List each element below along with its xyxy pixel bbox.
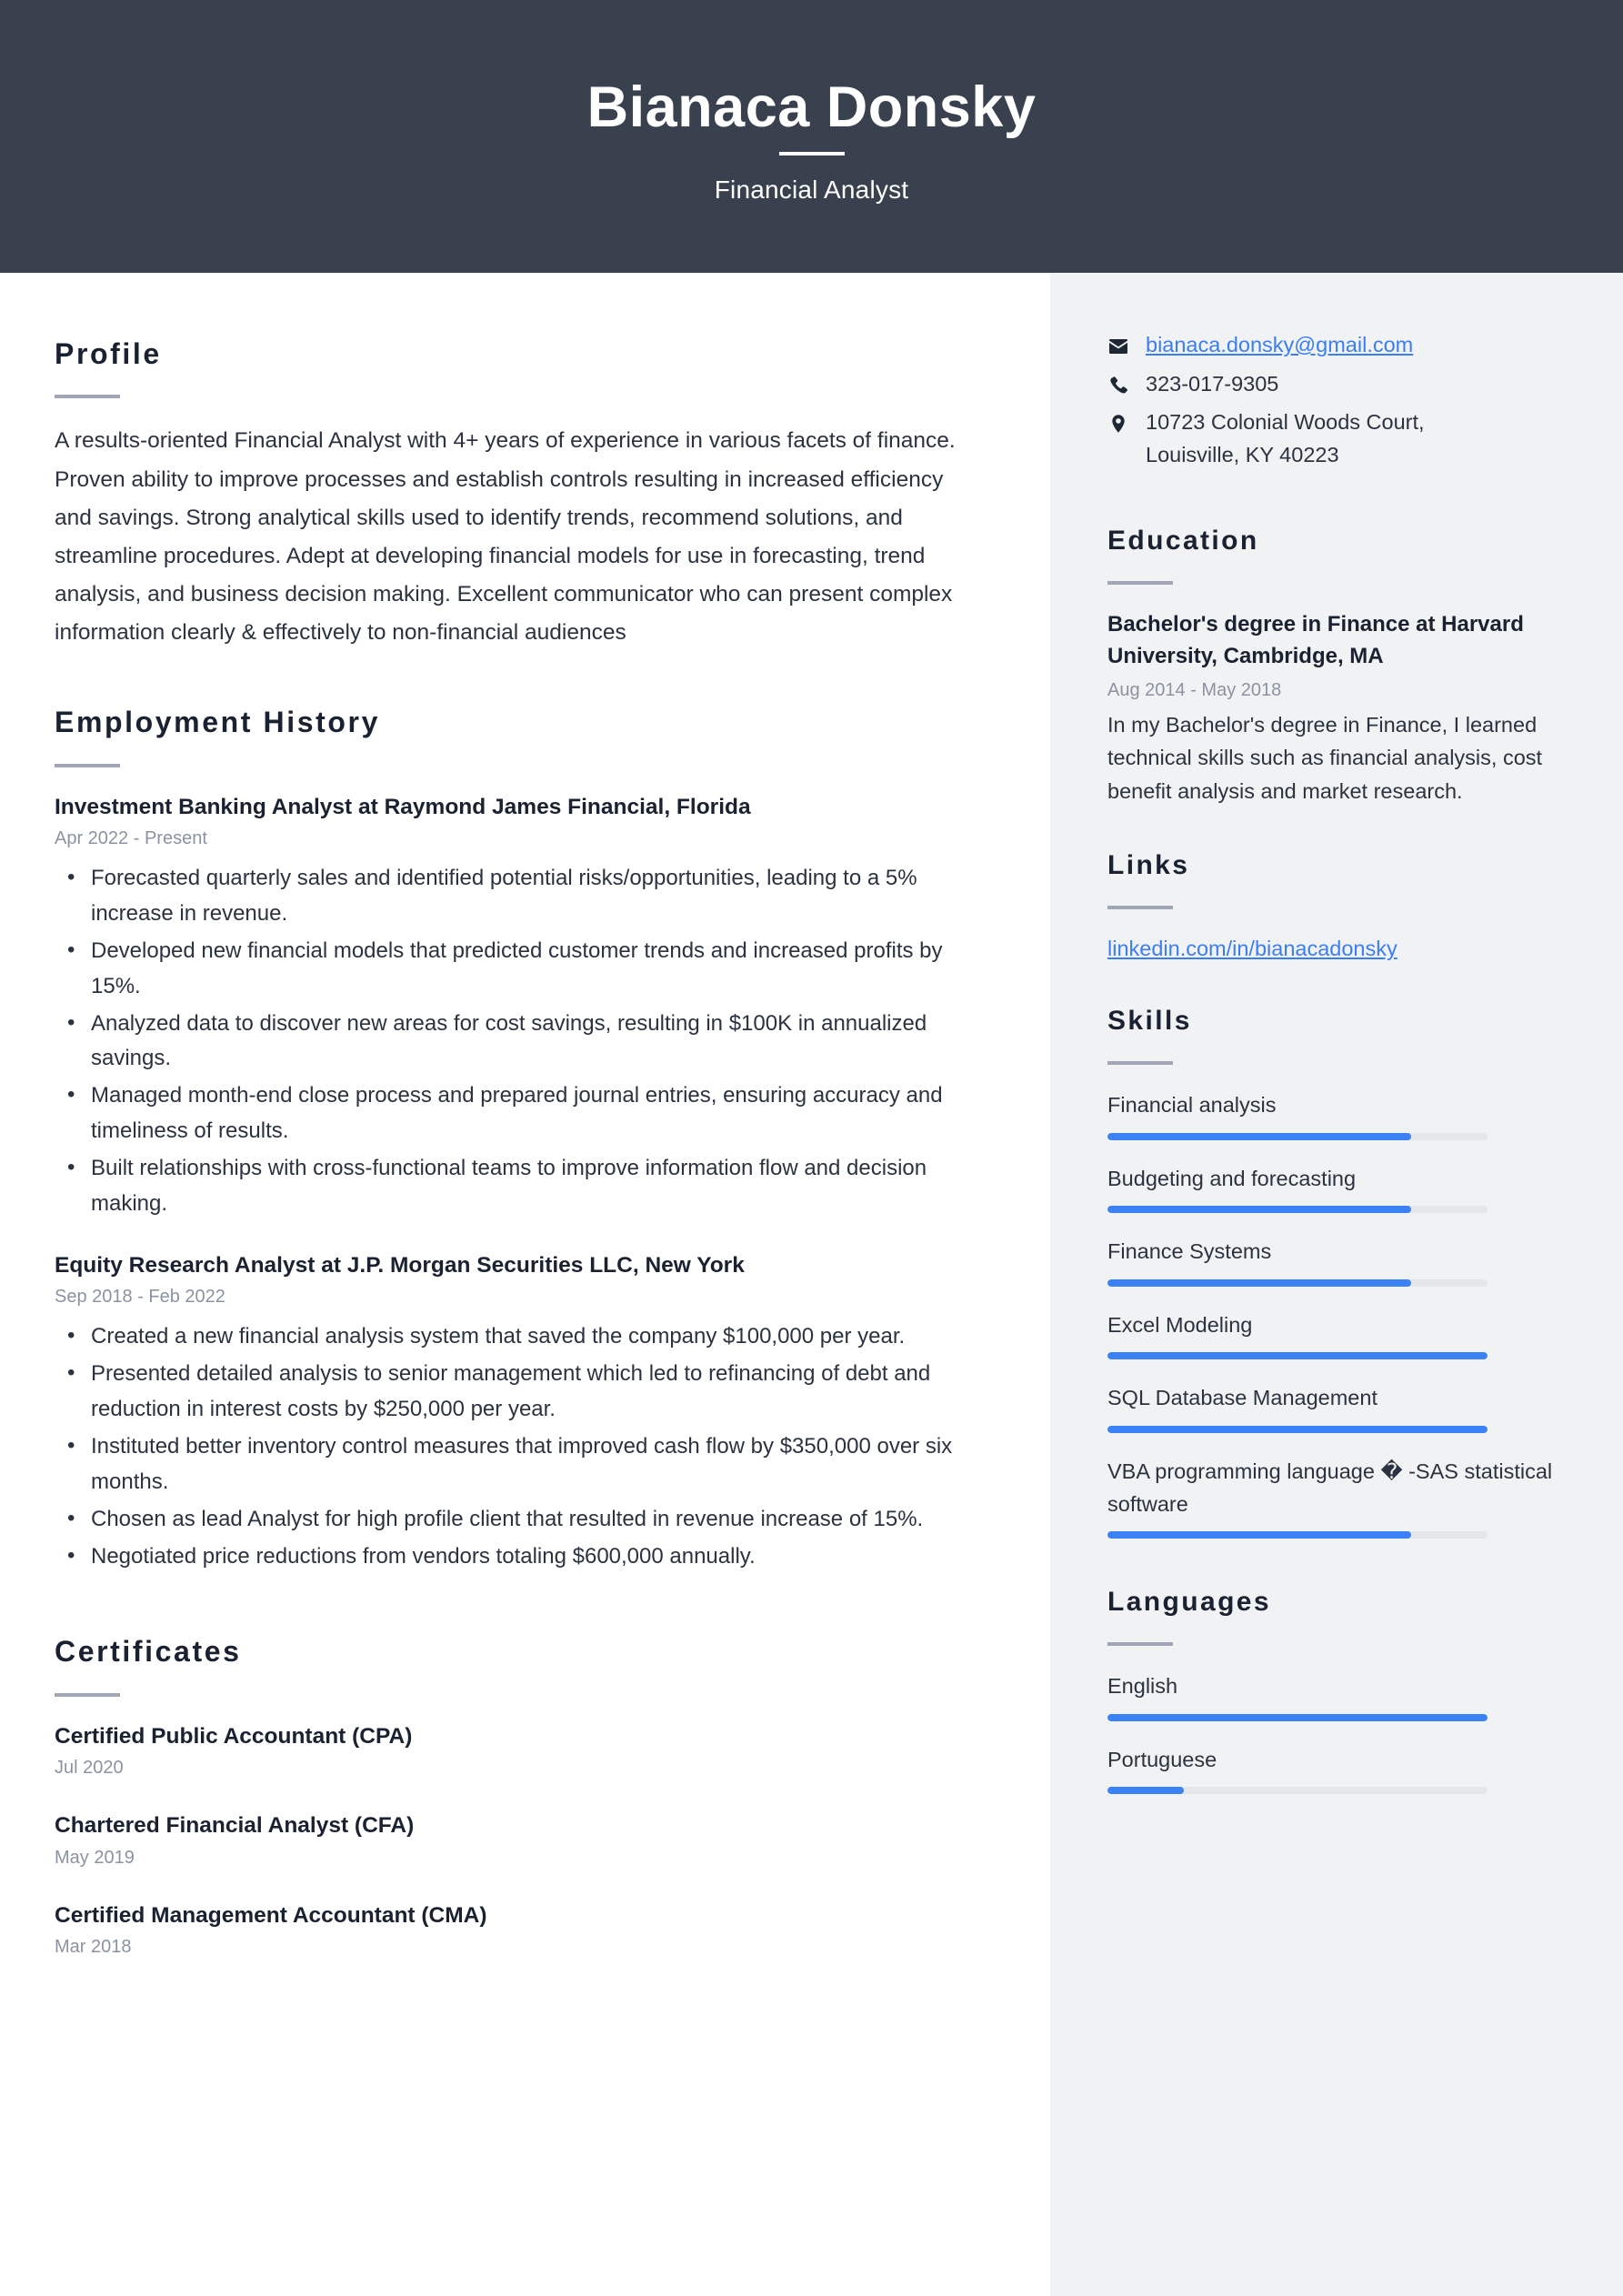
certificate-date: May 2019 bbox=[55, 1847, 135, 1868]
main-column bbox=[0, 273, 1050, 2296]
skill-item bbox=[1107, 1162, 1568, 1213]
certificate-entry bbox=[55, 1900, 985, 1962]
certificate-entry bbox=[55, 1810, 985, 1872]
job-bullet: • Presented detailed analysis to senior management which led to refinancing of debt and reduction in interest costs by $250,000 per year. bbox=[55, 1357, 985, 1428]
skill-item bbox=[1107, 1381, 1568, 1432]
section-languages bbox=[1107, 1586, 1568, 1794]
skill-bar-track bbox=[1107, 1531, 1488, 1539]
skill-bar-track bbox=[1107, 1279, 1488, 1287]
skill-label: VBA programming language � -SAS statistical software bbox=[1107, 1459, 1553, 1516]
employment-heading: Employment History bbox=[55, 706, 380, 739]
candidate-job-title: Financial Analyst bbox=[714, 175, 909, 205]
section-links bbox=[1107, 849, 1568, 965]
job-entry bbox=[55, 791, 985, 1222]
section-employment-history bbox=[55, 705, 985, 1574]
certificates-heading-rule bbox=[55, 1693, 120, 1697]
language-label: English bbox=[1107, 1674, 1178, 1699]
job-date: Apr 2022 - Present bbox=[55, 828, 207, 849]
skills-heading-rule bbox=[1107, 1061, 1173, 1065]
job-bullet: • Created a new financial analysis system that saved the company $100,000 per year. bbox=[55, 1319, 985, 1355]
education-degree: Bachelor's degree in Finance at Harvard University, Cambridge, MA bbox=[1107, 611, 1524, 669]
resume-header bbox=[0, 0, 1623, 273]
education-heading: Education bbox=[1107, 525, 1259, 556]
job-bullet: • Forecasted quarterly sales and identified potential risks/opportunities, leading to a 5% increase in revenue. bbox=[55, 861, 985, 932]
candidate-name: Bianaca Donsky bbox=[586, 75, 1037, 139]
skill-bar-track bbox=[1107, 1206, 1488, 1213]
contact-row-phone bbox=[1107, 368, 1568, 401]
email-link[interactable]: bianaca.donsky@gmail.com bbox=[1146, 333, 1414, 356]
language-label: Portuguese bbox=[1107, 1747, 1217, 1771]
contact-row-email[interactable] bbox=[1107, 329, 1568, 362]
skills-heading: Skills bbox=[1107, 1006, 1192, 1037]
certificate-date: Mar 2018 bbox=[55, 1937, 132, 1958]
contact-row-address bbox=[1107, 406, 1568, 471]
languages-heading: Languages bbox=[1107, 1587, 1271, 1618]
contact-email[interactable] bbox=[1138, 329, 1413, 362]
skill-bar-fill bbox=[1107, 1133, 1411, 1140]
section-skills bbox=[1107, 1005, 1568, 1539]
skill-label: SQL Database Management bbox=[1107, 1386, 1378, 1410]
certificate-name: Certified Public Accountant (CPA) bbox=[55, 1723, 413, 1749]
profile-heading: Profile bbox=[55, 337, 162, 370]
skill-bar-fill bbox=[1107, 1206, 1411, 1213]
section-certificates bbox=[55, 1634, 985, 1961]
job-bullet-list bbox=[55, 861, 985, 1222]
job-title: Investment Banking Analyst at Raymond James Financial, Florida bbox=[55, 794, 751, 819]
education-description: In my Bachelor's degree in Finance, I learned technical skills such as financial analysis, cost benefit analysis and market research. bbox=[1107, 712, 1543, 803]
skill-label: Budgeting and forecasting bbox=[1107, 1166, 1357, 1190]
job-bullet: • Managed month-end close process and prepared journal entries, ensuring accuracy and timeliness of results. bbox=[55, 1078, 985, 1149]
certificate-name: Certified Management Accountant (CMA) bbox=[55, 1902, 487, 1928]
skill-bar-track bbox=[1107, 1133, 1488, 1140]
skill-label: Financial analysis bbox=[1107, 1093, 1277, 1118]
skill-item bbox=[1107, 1088, 1568, 1139]
job-title: Equity Research Analyst at J.P. Morgan Securities LLC, New York bbox=[55, 1252, 745, 1278]
education-date: Aug 2014 - May 2018 bbox=[1107, 679, 1282, 700]
language-item bbox=[1107, 1669, 1568, 1720]
languages-heading-rule bbox=[1107, 1642, 1173, 1646]
header-divider bbox=[779, 152, 845, 155]
resume-body bbox=[0, 273, 1623, 2296]
employment-heading-rule bbox=[55, 764, 120, 767]
sidebar-column bbox=[1050, 273, 1623, 2296]
certificates-heading: Certificates bbox=[55, 1635, 242, 1669]
job-entry bbox=[55, 1249, 985, 1575]
profile-text: A results-oriented Financial Analyst with 4+ years of experience in various facets of finance. Proven ability to improve processes and establish controls resulting in increased efficiency and savings. Strong analytical skills used to identify trends, recommend solutions, and streamline procedures. Adept at developing financial models for use in forecasting, trend analysis, and business decision making. Excellent communicator who can present complex information clearly & effectively to non-financial audiences bbox=[55, 428, 956, 646]
skill-label: Finance Systems bbox=[1107, 1239, 1272, 1264]
job-bullet: • Chosen as lead Analyst for high profile client that resulted in revenue increase of 15%. bbox=[55, 1502, 985, 1538]
language-item bbox=[1107, 1743, 1568, 1794]
job-bullet: • Analyzed data to discover new areas for cost savings, resulting in $100K in annualized savings. bbox=[55, 1007, 985, 1078]
certificate-entry bbox=[55, 1720, 985, 1783]
language-bar-track bbox=[1107, 1787, 1488, 1794]
job-bullet: • Built relationships with cross-functional teams to improve information flow and decision making. bbox=[55, 1151, 985, 1222]
address-line-2: Louisville, KY 40223 bbox=[1146, 443, 1339, 467]
link-list bbox=[1107, 933, 1568, 965]
skill-list bbox=[1107, 1088, 1568, 1539]
links-heading: Links bbox=[1107, 850, 1190, 881]
map-pin-icon bbox=[1107, 406, 1138, 435]
job-list bbox=[55, 791, 985, 1575]
language-bar-track bbox=[1107, 1714, 1488, 1721]
phone-icon bbox=[1107, 368, 1138, 396]
skill-bar-track bbox=[1107, 1352, 1488, 1359]
contact-block bbox=[1107, 329, 1568, 472]
job-bullet: • Instituted better inventory control measures that improved cash flow by $350,000 over six months. bbox=[55, 1429, 985, 1500]
skill-item bbox=[1107, 1235, 1568, 1286]
skill-bar-fill bbox=[1107, 1279, 1411, 1287]
job-date: Sep 2018 - Feb 2022 bbox=[55, 1287, 225, 1308]
address-line-1: 10723 Colonial Woods Court, bbox=[1146, 410, 1425, 435]
language-list bbox=[1107, 1669, 1568, 1794]
job-bullet: • Developed new financial models that predicted customer trends and increased profits by 15%. bbox=[55, 934, 985, 1005]
certificate-list bbox=[55, 1720, 985, 1962]
job-bullet: • Negotiated price reductions from vendors totaling $600,000 annually. bbox=[55, 1539, 985, 1575]
language-bar-fill bbox=[1107, 1787, 1184, 1794]
section-profile bbox=[55, 336, 985, 652]
profile-link[interactable]: linkedin.com/in/bianacadonsky bbox=[1107, 937, 1398, 961]
certificate-date: Jul 2020 bbox=[55, 1758, 124, 1779]
job-bullet-list bbox=[55, 1319, 985, 1574]
contact-phone: 323-017-9305 bbox=[1146, 371, 1279, 396]
skill-bar-fill bbox=[1107, 1531, 1411, 1539]
language-bar-fill bbox=[1107, 1714, 1488, 1721]
certificate-name: Chartered Financial Analyst (CFA) bbox=[55, 1813, 415, 1839]
skill-bar-track bbox=[1107, 1426, 1488, 1433]
education-heading-rule bbox=[1107, 581, 1173, 585]
section-education bbox=[1107, 525, 1568, 807]
skill-bar-fill bbox=[1107, 1352, 1488, 1359]
skill-item bbox=[1107, 1308, 1568, 1359]
links-heading-rule bbox=[1107, 906, 1173, 909]
skill-item bbox=[1107, 1455, 1568, 1539]
profile-heading-rule bbox=[55, 395, 120, 398]
contact-address bbox=[1138, 406, 1425, 471]
skill-label: Excel Modeling bbox=[1107, 1312, 1253, 1337]
envelope-icon bbox=[1107, 329, 1138, 357]
skill-bar-fill bbox=[1107, 1426, 1488, 1433]
